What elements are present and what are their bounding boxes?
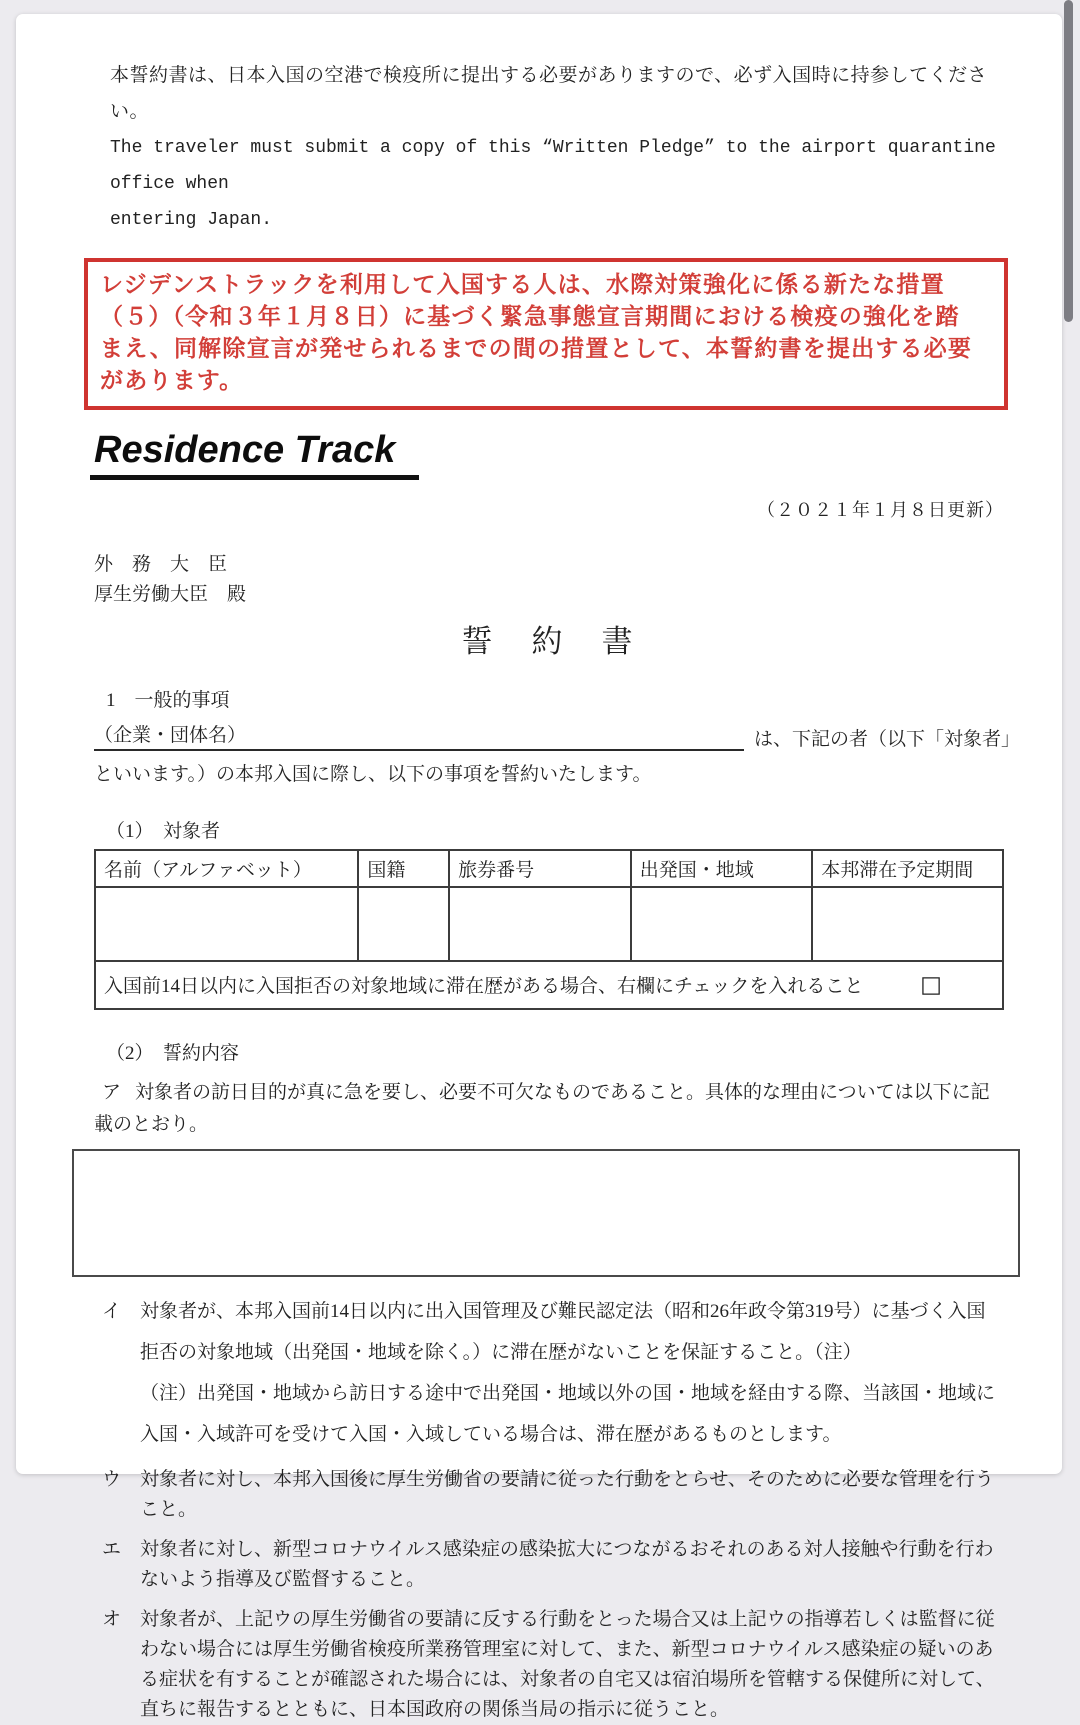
- cell-nationality: [358, 887, 449, 961]
- subject-persons-table: [94, 849, 1004, 1010]
- notice-line-english-1: The traveler must submit a copy of this “Written Pledge” to the airport quarantine office when: [110, 138, 996, 194]
- column-header-passport-number: 旅券番号: [449, 850, 631, 887]
- general-matters-continuation: といいます。）の本邦入国に際し、以下の事項を誓約いたします。: [94, 763, 652, 785]
- subject-persons-caption: （1） 対象者: [106, 820, 221, 842]
- residence-track-heading: Residence Track: [90, 430, 419, 480]
- pledge-item-o: [94, 1605, 1004, 1725]
- document-content: [16, 14, 1062, 1725]
- pledge-item-e: [94, 1535, 1004, 1595]
- pledge-item-u-text: 対象者に対し、本邦入国後に厚生労働省の要請に従った行動をとらせ、そのために必要な管理を行うこと。: [140, 1468, 994, 1520]
- company-name-underline: [94, 720, 744, 751]
- pledge-item-e-text: 対象者に対し、新型コロナウイルス感染症の感染拡大につながるおそれのある対人接触や行動を行わないよう指導及び監督すること。: [140, 1538, 994, 1590]
- residence-track-alert-box: [84, 258, 1008, 410]
- alert-line: （５）（令和３年１月８日）に基づく緊急事態宣言期間における検疫の強化を踏: [100, 304, 960, 329]
- pledge-item-i-note: （注）出発国・地域から訪日する途中で出発国・地域以外の国・地域を経由する際、当該国・地域に入国・入域許可を受けて入国・入域している場合は、滞在歴があるものとします。: [140, 1382, 996, 1445]
- alert-line: レジデンストラックを利用して入国する人は、水際対策強化に係る新たな措置: [100, 272, 945, 297]
- pledge-content-section: [94, 1038, 1004, 1725]
- pledge-item-o-text: 対象者が、上記ウの厚生労働省の要請に反する行動をとった場合又は上記ウの指導若しくは監督に従わない場合には厚生労働省検疫所業務管理室に対して、また、新型コロナウイルス感染症の疑いのある症状を有することが確認された場合には、対象者の自宅又は宿泊場所を管轄する保健所に対して、直ちに報告するとともに、日本国政府の関係当局の指示に従うこと。: [140, 1608, 995, 1720]
- scrollbar-thumb[interactable]: [1064, 0, 1073, 322]
- pledge-item-i: [94, 1291, 1004, 1455]
- addressee-foreign-minister: 外 務 大 臣: [94, 553, 228, 575]
- pledge-item-e-label: エ: [102, 1538, 122, 1560]
- pledge-document-title: 誓 約 書: [461, 623, 637, 659]
- pledge-item-a-label: ア: [102, 1081, 122, 1103]
- company-name-blank-field: [246, 720, 744, 747]
- notice-line-japanese: 本誓約書は、日本入国の空港で検疫所に提出する必要がありますので、必ず入国時に持参してください。: [110, 65, 988, 122]
- stay-history-note: 入国前14日以内に入国拒否の対象地域に滞在歴がある場合、右欄にチェックを入れること: [104, 976, 864, 998]
- general-matters-heading: 1 一般的事項: [106, 689, 230, 711]
- cell-departure-country: [631, 887, 813, 961]
- column-header-departure-country: 出発国・地域: [631, 850, 813, 887]
- pledge-item-o-label: オ: [102, 1608, 122, 1630]
- pledge-content-caption: （2） 誓約内容: [106, 1042, 240, 1064]
- pledge-item-u: [94, 1465, 1004, 1525]
- pledge-item-i-text: 対象者が、本邦入国前14日以内に出入国管理及び難民認定法（昭和26年政令第319号）に基づく入国拒否の対象地域（出発国・地域を除く。）に滞在歴がないことを保証すること。（注）: [140, 1300, 986, 1363]
- subject-persons-section: [94, 816, 1004, 1010]
- pledge-item-a-text: 対象者の訪日目的が真に急を要し、必要不可欠なものであること。具体的な理由については以下に記載のとおり。: [94, 1081, 990, 1135]
- addressee-health-minister: 厚生労働大臣 殿: [94, 583, 247, 605]
- table-header-row: [95, 850, 1003, 887]
- general-matters-section: [94, 685, 1021, 786]
- pledge-item-a: [94, 1077, 1004, 1141]
- company-name-line: [94, 720, 1021, 751]
- company-name-label: （企業・団体名）: [94, 724, 247, 746]
- alert-line: まえ、同解除宣言が発せられるまでの間の措置として、本誓約書を提出する必要: [100, 336, 973, 361]
- stay-history-checkbox: □: [920, 972, 942, 999]
- table-row: [95, 887, 1003, 961]
- cell-name: [95, 887, 358, 961]
- cell-passport-number: [449, 887, 631, 961]
- company-line-suffix: は、下記の者（以下「対象者」: [754, 728, 1021, 750]
- document-page: [16, 14, 1062, 1720]
- column-header-stay-period: 本邦滞在予定期間: [812, 850, 1003, 887]
- entry-notice: [110, 58, 1004, 238]
- column-header-nationality: 国籍: [358, 850, 449, 887]
- addressee-block: [94, 550, 1004, 610]
- stay-history-check-cell: [95, 961, 1003, 1009]
- updated-date: （２０２１年１月８日更新）: [757, 499, 1004, 520]
- visit-reason-blank-box: [72, 1149, 1020, 1277]
- pledge-item-u-label: ウ: [102, 1468, 122, 1490]
- column-header-name: 名前（アルファベット）: [95, 850, 358, 887]
- alert-line: があります。: [100, 368, 244, 393]
- table-footer-row: [95, 961, 1003, 1009]
- notice-line-english-2: entering Japan.: [110, 210, 273, 230]
- pledge-item-i-label: イ: [102, 1300, 122, 1322]
- cell-stay-period: [812, 887, 1003, 961]
